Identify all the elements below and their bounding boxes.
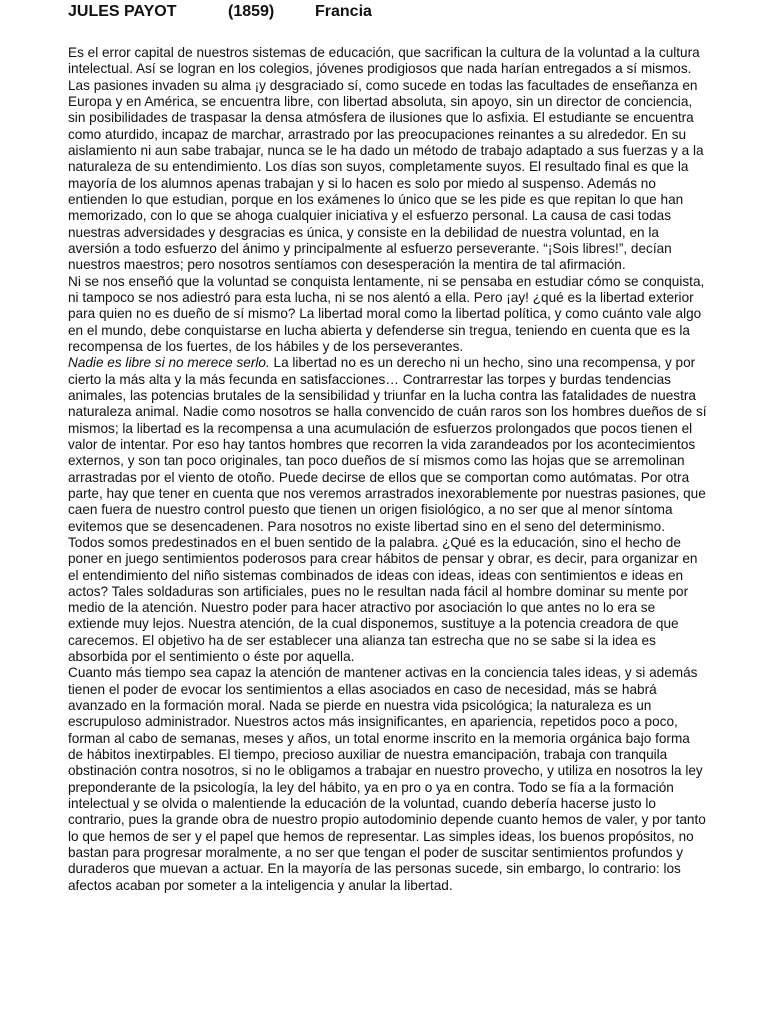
- paragraph-3: [68, 355, 708, 535]
- paragraph-4: Todos somos predestinados en el buen sentido de la palabra. ¿Qué es la educación, sino el hecho de poner en juego sentimientos poderosos para crear hábitos de pensar y obrar, es decir, para organizar en el entendimiento del niño sistemas combinados de ideas con ideas, ideas con sentimientos e ideas en actos? Tales soldaduras son artificiales, pues no le resultan nada fácil al hombre dominar su mente por medio de la atención. Nuestro poder para hacer atractivo por asociación lo que antes no lo era se extiende muy lejos. Nuestra atención, de la cual disponemos, sustituye a la potencia creadora de que carecemos. El objetivo ha de ser establecer una alianza tan estrecha que no se sabe si la idea es absorbida por el sentimiento o éste por aquella.: [68, 534, 698, 665]
- italic-quote: Nadie es libre si no merece serlo.: [68, 355, 270, 371]
- paragraph-3-text: La libertad no es un derecho ni un hecho, sino una recompensa, y por cierto la más alta y la más fecunda en satisfacciones… Contrarrestar las torpes y burdas tendencias animales, las potencias brutales de la sensibilidad y triunfar en la lucha contra las fatalidades de nuestra naturaleza animal. Nadie como nosotros se halla convencido de cuán raros son los hombres dueños de sí mismos; la libertad es la recompensa a una acumulación de esfuerzos prolongados que pocos tienen el valor de intentar. Por eso hay tantos hombres que recorren la vida zarandeados por los acontecimientos externos, y son tan poco originales, tan poco dueños de sí mismos como las hojas que se arremolinan arrastradas por el viento de otoño. Puede decirse de ellos que se comportan como autómatas. Por otra parte, hay que tener en cuenta que nos veremos arrastrados inexorablemente por nuestras pasiones, que caen fuera de nuestro control puesto que tienen un origen fisiológico, a no ser que al menor síntoma evitemos que se desencadenen. Para nosotros no existe libertad sino en el seno del determinismo.: [68, 355, 707, 534]
- author-name: JULES PAYOT: [68, 3, 177, 20]
- author-birth-year: (1859): [228, 3, 275, 20]
- essay-body: [68, 45, 708, 894]
- author-country: Francia: [315, 3, 372, 20]
- paragraph-5: Cuanto más tiempo sea capaz la atención de mantener activas en la conciencia tales ideas, y si además tienen el poder de evocar los sentimientos a ellas asociados en caso de necesidad, más se habrá avanzado en la formación moral. Nada se pierde en nuestra vida psicológica; la naturaleza es un escrupuloso administrador. Nuestros actos más insignificantes, en apariencia, repetidos poco a poco, forman al cabo de semanas, meses y años, un total enorme inscrito en la memoria orgánica bajo forma de hábitos inextirpables. El tiempo, precioso auxiliar de nuestra emancipación, trabaja con tranquila obstinación contra nosotros, si no le obligamos a trabajar en nuestro provecho, y utiliza en nosotros la ley preponderante de la psicología, la ley del hábito, ya en pro o ya en contra. Todo se fía a la formación intelectual y se olvida o malentiende la educación de la voluntad, cuando debería hacerse justo lo contrario, pues la grande obra de nuestro propio autodominio depende cuanto hemos de valer, y por tanto lo que hemos de ser y el papel que hemos de representar. Las simples ideas, los buenos propósitos, no bastan para progresar moralmente, a no ser que tengan el poder de suscitar sentimientos profundos y duraderos que muevan a actuar. En la mayoría de las personas sucede, sin embargo, lo contrario: los afectos acaban por someter a la inteligencia y anular la libertad.: [68, 665, 706, 893]
- paragraph-1: Es el error capital de nuestros sistemas de educación, que sacrifican la cultura de la voluntad a la cultura intelectual. Así se logran en los colegios, jóvenes prodigiosos que nada harían entregados a sí mismos. Las pasiones invaden su alma ¡y desgraciado sí, como sucede en todas las facultades de enseñanza en Europa y en América, se encuentra libre, con libertad absoluta, sin apoyo, sin un director de conciencia, sin posibilidades de traspasar la densa atmósfera de ilusiones que lo asfixia. El estudiante se encuentra como aturdido, incapaz de marchar, arrastrado por las preocupaciones reinantes a su alrededor. En su aislamiento ni aun sabe trabajar, nunca se le ha dado un método de trabajo adaptado a sus fuerzas y a la naturaleza de su entendimiento. Los días son suyos, completamente suyos. El resultado final es que la mayoría de los alumnos apenas trabajan y si lo hacen es solo por miedo al suspenso. Además no entienden lo que estudian, porque en los exámenes lo único que se les pide es que repitan lo que han memorizado, con lo que se ahoga cualquier iniciativa y el esfuerzo personal. La causa de casi todas nuestras adversidades y desgracias es única, y consiste en la debilidad de nuestra voluntad, en la aversión a todo esfuerzo del ánimo y principalmente al esfuerzo perseverante. “¡Sois libres!”, decían nuestros maestros; pero nosotros sentíamos con desesperación la mentira de tal afirmación.: [68, 45, 704, 273]
- paragraph-2: Ni se nos enseñó que la voluntad se conquista lentamente, ni se pensaba en estudiar cómo se conquista, ni tampoco se nos adiestró para esta lucha, ni se nos alentó a ella. Pero ¡ay! ¿qué es la libertad exterior para quien no es dueño de sí mismo? La libertad moral como la libertad política, y como cuánto vale algo en el mundo, debe conquistarse en lucha abierta y defenderse sin tregua, teniendo en cuenta que es la recompensa de los fuertes, de los hábiles y de los perseverantes.: [68, 273, 705, 354]
